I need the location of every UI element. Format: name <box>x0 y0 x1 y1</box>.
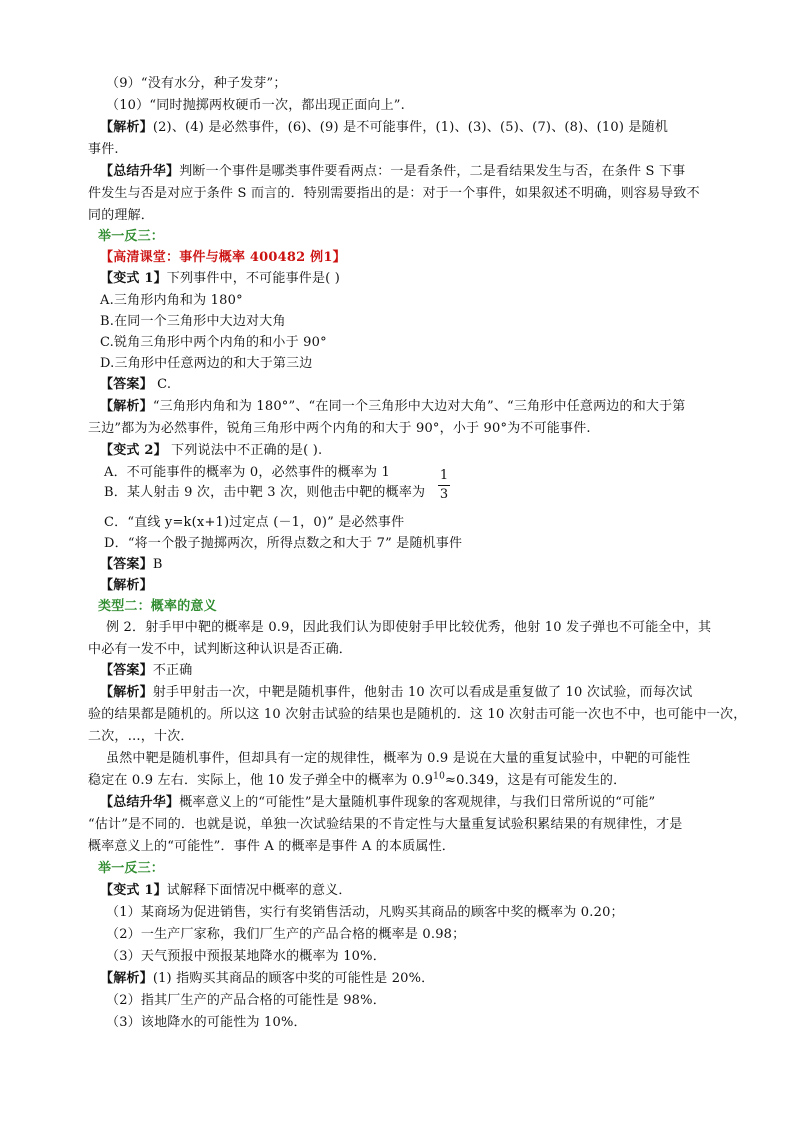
text-line: 不正确 <box>152 663 193 678</box>
text-line: 概率意义上的“可能性”是大量随机事件现象的客观规律，与我们日常所说的“可能” <box>179 795 656 810</box>
variant-line <box>100 880 740 902</box>
analysis-label: 【解析】 <box>100 685 153 700</box>
analysis-label: 【解析】 <box>100 578 153 593</box>
variant-line <box>100 268 740 290</box>
text-line: 试解释下面情况中概率的意义． <box>166 883 352 898</box>
option-a: A.三角形内角和为 180° <box>100 293 243 308</box>
text-line: 下列说法中不正确的是( ). <box>166 443 323 458</box>
variant-label: 【变式 1】 <box>100 883 167 898</box>
analysis-line <box>100 117 740 139</box>
text-line: （3）天气预报中预报某地降水的概率为 10%． <box>106 949 386 964</box>
variant-label: 【变式 1】 <box>100 271 167 286</box>
fraction-bar <box>438 485 450 486</box>
text-line <box>88 770 728 792</box>
text-line: （9）“没有水分，种子发芽”； <box>106 76 287 91</box>
text-line: （2）指其厂生产的产品合格的可能性是 98%． <box>106 993 386 1008</box>
text-line: 中必有一发不中，试判断这种认识是否正确． <box>88 642 353 657</box>
option-b: B．某人射击 9 次，击中靶 3 次，则他击中靶的概率为 <box>104 485 426 500</box>
text-line: 件发生与否是对应于条件 S 而言的．特别需要指出的是：对于一个事件，如果叙述不明确，则容易导致不 <box>88 186 700 201</box>
text-line: 判断一个事件是哪类事件要看两点：一是看条件，二是看结果发生与否，在条件 S 下事 <box>179 164 686 179</box>
text-line: 三边”都为为必然事件，锐角三角形中两个内角的和大于 90°，小于 90°为不可能事件. <box>88 421 591 436</box>
text-line: C. <box>152 377 172 392</box>
answer-line <box>100 374 740 396</box>
fraction-one-third <box>438 468 450 503</box>
text-line: 验的结果都是随机的。所以这 10 次射击试验的结果也是随机的．这 10 次射击可能一次也不中，也可能中一次， <box>88 707 747 722</box>
summary-line <box>100 161 740 183</box>
section-heading: 举一反三： <box>98 861 165 876</box>
exponent: 10 <box>433 771 446 782</box>
text-line: （1）某商场为促进销售，实行有奖销售活动，凡购买其商品的顾客中奖的概率为 0.20； <box>106 905 624 920</box>
summary-label: 【总结升华】 <box>100 795 180 810</box>
variant-label: 【变式 2】 <box>100 443 167 458</box>
analysis-line <box>100 396 740 418</box>
section-heading: 举一反三： <box>98 229 165 244</box>
text-line: 事件. <box>88 142 119 157</box>
summary-label: 【总结升华】 <box>100 164 180 179</box>
answer-line <box>100 554 740 576</box>
text-line: （3）该地降水的可能性为 10%． <box>106 1015 307 1030</box>
text-line: “估计”是不同的．也就是说，单独一次试验结果的不肯定性与大量重复试验积累结果的有规律性，才是 <box>88 817 683 832</box>
answer-line <box>100 660 740 682</box>
option-b: B.在同一个三角形中大边对大角 <box>100 314 286 329</box>
option-d: D.三角形中任意两边的和大于第三边 <box>100 356 313 371</box>
option-d: D．“将一个骰子抛掷两次，所得点数之和大于 7” 是随机事件 <box>104 536 463 551</box>
example-line: 例 2．射手甲中靶的概率是 0.9，因此我们认为即使射手甲比较优秀，他射 10 发子弹也不可能全中，其 <box>106 620 712 635</box>
section-heading: 类型二：概率的意义 <box>98 599 217 614</box>
summary-line <box>100 792 740 814</box>
answer-label: 【答案】 <box>100 377 153 392</box>
text-line: 二次，…，十次． <box>88 729 194 744</box>
text-line: “三角形内角和为 180°”、“在同一个三角形中大边对大角”、“三角形中任意两边的和大于第 <box>152 399 686 414</box>
fraction-numerator: 1 <box>439 468 449 483</box>
analysis-label: 【解析】 <box>100 120 153 135</box>
text-line: 射手甲射击一次，中靶是随机事件，他射击 10 次可以看成是重复做了 10 次试验，而每次试 <box>152 685 693 700</box>
text-line: (1) 指购买其商品的顾客中奖的可能性是 20%． <box>152 971 435 986</box>
answer-label: 【答案】 <box>100 557 153 572</box>
text-line: 虽然中靶是随机事件，但却具有一定的规律性，概率为 0.9 是说在大量的重复试验中，中靶的可能性 <box>106 751 691 766</box>
text-line: 下列事件中，不可能事件是( ) <box>166 271 341 286</box>
answer-label: 【答案】 <box>100 663 153 678</box>
analysis-line <box>100 968 740 990</box>
analysis-label: 【解析】 <box>100 399 153 414</box>
text-line: （2）一生产厂家称，我们厂生产的产品合格的概率是 0.98； <box>106 927 466 942</box>
fraction-denominator: 3 <box>439 487 449 502</box>
lecture-heading: 【高清课堂：事件与概率 400482 例1】 <box>100 250 346 265</box>
text-segment: ≈0.349，这是有可能发生的． <box>445 773 627 788</box>
text-line: (2)、(4) 是必然事件，(6)、(9) 是不可能事件，(1)、(3)、(5)、(7)、(8)、(10) 是随机 <box>152 120 669 135</box>
text-segment: 稳定在 0.9 左右．实际上，他 10 发子弹全中的概率为 0.9 <box>88 773 434 788</box>
option-a: A．不可能事件的概率为 0，必然事件的概率为 1 <box>104 465 390 480</box>
analysis-label: 【解析】 <box>100 971 153 986</box>
text-line: 同的理解． <box>88 208 155 223</box>
text-line: 概率意义上的“可能性”．事件 A 的概率是事件 A 的本质属性． <box>88 839 455 854</box>
variant-line <box>100 440 740 462</box>
analysis-line <box>100 682 740 704</box>
option-c: C.锐角三角形中两个内角的和小于 90° <box>100 335 327 350</box>
text-line: （10）“同时抛掷两枚硬币一次，都出现正面向上”. <box>106 98 405 113</box>
text-line: B <box>152 557 163 572</box>
option-c: C．“直线 y=k(x+1)过定点 (－1，0)” 是必然事件 <box>104 515 405 530</box>
